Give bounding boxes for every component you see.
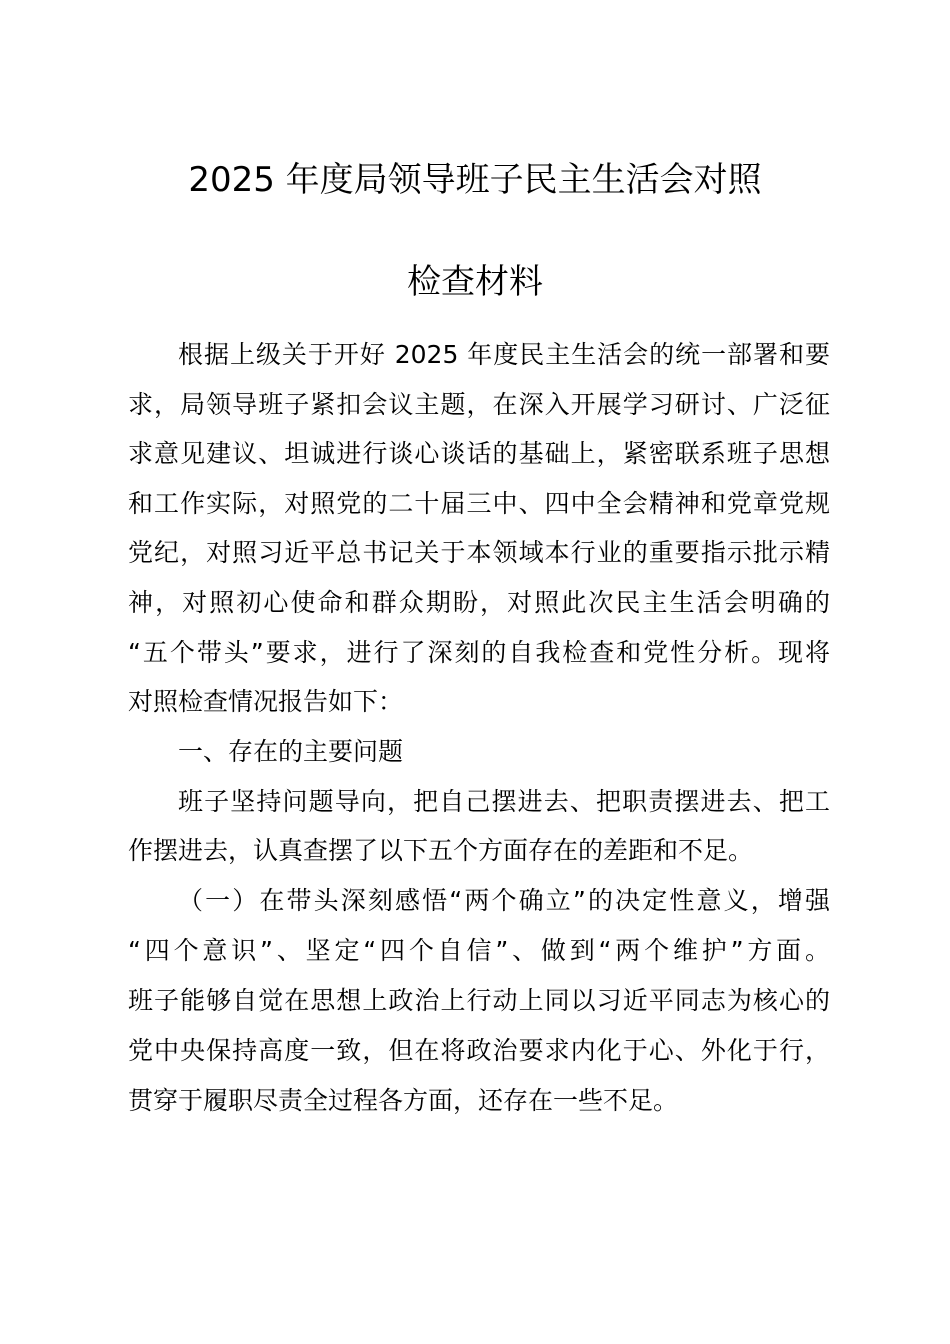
paragraph-line: 求意见建议、坦诚进行谈心谈话的基础上，紧密联系班子思想 xyxy=(128,439,830,468)
paragraph-line: 神，对照初心使命和群众期盼，对照此次民主生活会明确的 xyxy=(128,588,830,617)
paragraph-line: 作摆进去，认真查摆了以下五个方面存在的差距和不足。 xyxy=(128,836,754,865)
paragraph-line: 求，局领导班子紧扣会议主题，在深入开展学习研讨、广泛征 xyxy=(128,390,830,419)
section-heading: 一、存在的主要问题 xyxy=(178,737,404,766)
document-title-line-2: 检查材料 xyxy=(407,262,543,302)
paragraph-line: 党中央保持高度一致，但在将政治要求内化于心、外化于行， xyxy=(128,1036,830,1065)
paragraph-line: 贯穿于履职尽责全过程各方面，还存在一些不足。 xyxy=(128,1086,679,1115)
subsection-heading-line: “四个意识”、坚定“四个自信”、做到“两个维护”方面。 xyxy=(128,936,830,965)
paragraph-line: 根据上级关于开好 2025 年度民主生活会的统一部署和要 xyxy=(178,340,830,369)
paragraph-line: 对照检查情况报告如下： xyxy=(128,687,404,716)
document-title-line-1: 2025 年度局领导班子民主生活会对照 xyxy=(188,160,762,200)
paragraph-line: 班子能够自觉在思想上政治上行动上同以习近平同志为核心的 xyxy=(128,986,830,1015)
subsection-heading-line: （一）在带头深刻感悟“两个确立”的决定性意义，增强 xyxy=(178,886,830,915)
paragraph-line: 和工作实际，对照党的二十届三中、四中全会精神和党章党规 xyxy=(128,489,830,518)
paragraph-line: 党纪，对照习近平总书记关于本领域本行业的重要指示批示精 xyxy=(128,538,830,567)
paragraph-line: 班子坚持问题导向，把自己摆进去、把职责摆进去、把工 xyxy=(178,787,830,816)
paragraph-line: “五个带头”要求，进行了深刻的自我检查和党性分析。现将 xyxy=(128,638,830,667)
